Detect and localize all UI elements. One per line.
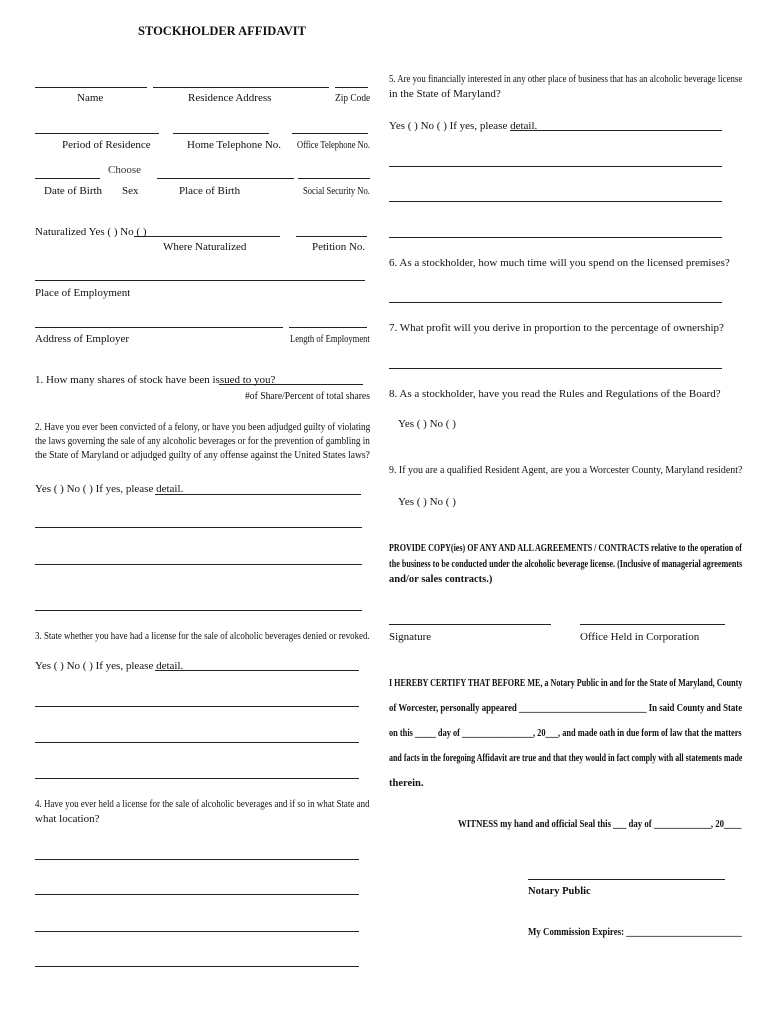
question-5-detail-line[interactable] [389, 201, 722, 202]
question-4-detail-line[interactable] [35, 931, 359, 932]
zip-code-label: Zip Code [335, 92, 371, 104]
office-telephone-field[interactable] [292, 133, 368, 134]
question-4-detail-line[interactable] [35, 859, 359, 860]
question-2-line-1: 2. Have you ever been convicted of a felony, or have you been adjudged guilty of violating [35, 421, 371, 433]
question-5-yes-no[interactable]: Yes ( ) No ( ) If yes, please detail. [389, 120, 538, 132]
place-of-birth-field[interactable] [157, 178, 294, 179]
question-2-detail-field[interactable] [155, 494, 361, 495]
name-label: Name [77, 92, 104, 104]
sex-label: Sex [122, 185, 139, 197]
question-3-detail-line[interactable] [35, 778, 359, 779]
question-4-detail-line[interactable] [35, 966, 359, 967]
question-5-detail-line[interactable] [389, 237, 722, 238]
question-8: 8. As a stockholder, have you read the Rules and Regulations of the Board? [389, 388, 721, 400]
question-6: 6. As a stockholder, how much time will you spend on the licensed premises? [389, 257, 730, 269]
place-of-employment-field[interactable] [35, 280, 365, 281]
ssn-field[interactable] [298, 178, 370, 179]
provide-copies-line-3: and/or sales contracts.) [389, 574, 493, 585]
certify-line-2: of Worcester, personally appeared _____________________________ In said County and State [389, 703, 743, 714]
certify-line-3: on this _____ day of _________________, 20___, and made oath in due form of law that the matters [389, 728, 742, 739]
form-title: STOCKHOLDER AFFIDAVIT [138, 24, 306, 38]
address-of-employer-field[interactable] [35, 327, 283, 328]
provide-copies-line-1: PROVIDE COPY(ies) OF ANY AND ALL AGREEMENTS / CONTRACTS relative to the operation of [389, 543, 742, 554]
question-4-line-1: 4. Have you ever held a license for the sale of alcoholic beverages and if so in what State and [35, 798, 370, 810]
signature-field[interactable] [389, 624, 551, 625]
where-naturalized-field[interactable] [134, 236, 280, 237]
residence-address-field[interactable] [153, 87, 329, 88]
notary-public-label: Notary Public [528, 886, 591, 897]
commission-expires: My Commission Expires: __________________________ [528, 927, 742, 938]
petition-no-label: Petition No. [312, 241, 366, 253]
petition-no-field[interactable] [296, 236, 367, 237]
question-2-detail-line[interactable] [35, 564, 362, 565]
question-2-line-3: the State of Maryland or adjudged guilty of any offense against the United States laws? [35, 449, 370, 461]
question-3: 3. State whether you have had a license for the sale of alcoholic beverages denied or revoked. [35, 630, 370, 642]
period-of-residence-field[interactable] [35, 133, 159, 134]
provide-copies-line-2: the business to be conducted under the alcoholic beverage license. (Inclusive of managerial agreements [389, 559, 743, 570]
certify-line-4: and facts in the foregoing Affidavit are true and that they would in fact comply with all statements made [389, 753, 743, 764]
where-naturalized-label: Where Naturalized [163, 241, 247, 253]
office-held-label: Office Held in Corporation [580, 631, 700, 643]
question-5-line-2: in the State of Maryland? [389, 88, 501, 100]
home-telephone-label: Home Telephone No. [187, 139, 282, 151]
naturalized-yes-no[interactable]: Naturalized Yes ( ) No ( ) [35, 226, 147, 238]
witness-line: WITNESS my hand and official Seal this ___ day of _____________, 20____ [458, 819, 742, 830]
office-held-field[interactable] [580, 624, 725, 625]
sex-select[interactable]: Choose [108, 164, 141, 176]
question-4-detail-line[interactable] [35, 894, 359, 895]
shares-field[interactable] [219, 384, 363, 385]
question-7: 7. What profit will you derive in proportion to the percentage of ownership? [389, 322, 724, 334]
date-of-birth-label: Date of Birth [44, 185, 103, 197]
ssn-label: Social Security No. [303, 185, 370, 197]
question-9-yes-no[interactable]: Yes ( ) No ( ) [398, 496, 456, 508]
question-2-detail-line[interactable] [35, 527, 362, 528]
certify-line-1: I HEREBY CERTIFY THAT BEFORE ME, a Notary Public in and for the State of Maryland, County [389, 678, 743, 689]
certify-line-5: therein. [389, 778, 424, 789]
question-3-detail-line[interactable] [35, 742, 359, 743]
address-of-employer-label: Address of Employer [35, 333, 130, 345]
length-of-employment-field[interactable] [289, 327, 367, 328]
signature-label: Signature [389, 631, 432, 643]
office-telephone-label: Office Telephone No. [297, 139, 370, 151]
question-6-answer-line[interactable] [389, 302, 722, 303]
question-3-detail-line[interactable] [35, 706, 359, 707]
question-9: 9. If you are a qualified Resident Agent, are you a Worcester County, Maryland resident? [389, 464, 743, 476]
question-2-yes-no[interactable]: Yes ( ) No ( ) If yes, please detail. [35, 483, 184, 495]
question-5-line-1: 5. Are you financially interested in any other place of business that has an alcoholic beverage license [389, 73, 743, 85]
date-of-birth-field[interactable] [35, 178, 100, 179]
shares-label: #of Share/Percent of total shares [245, 390, 370, 402]
length-of-employment-label: Length of Employment [290, 333, 370, 345]
question-2-detail-line[interactable] [35, 610, 362, 611]
place-of-employment-label: Place of Employment [35, 287, 131, 299]
residence-address-label: Residence Address [188, 92, 272, 104]
place-of-birth-label: Place of Birth [179, 185, 241, 197]
question-1: 1. How many shares of stock have been issued to you? [35, 374, 276, 386]
home-telephone-field[interactable] [173, 133, 269, 134]
question-3-yes-no[interactable]: Yes ( ) No ( ) If yes, please detail. [35, 660, 184, 672]
question-5-detail-field[interactable] [510, 130, 722, 131]
question-8-yes-no[interactable]: Yes ( ) No ( ) [398, 418, 456, 430]
name-field[interactable] [35, 87, 147, 88]
period-of-residence-label: Period of Residence [62, 139, 151, 151]
zip-code-field[interactable] [335, 87, 368, 88]
question-5-detail-line[interactable] [389, 166, 722, 167]
question-7-answer-line[interactable] [389, 368, 722, 369]
question-2-line-2: the laws governing the sale of any alcoholic beverages or for the prevention of gambling in [35, 435, 370, 447]
notary-signature-field[interactable] [528, 879, 725, 880]
question-3-detail-field[interactable] [155, 670, 359, 671]
question-4-line-2: what location? [35, 813, 100, 825]
